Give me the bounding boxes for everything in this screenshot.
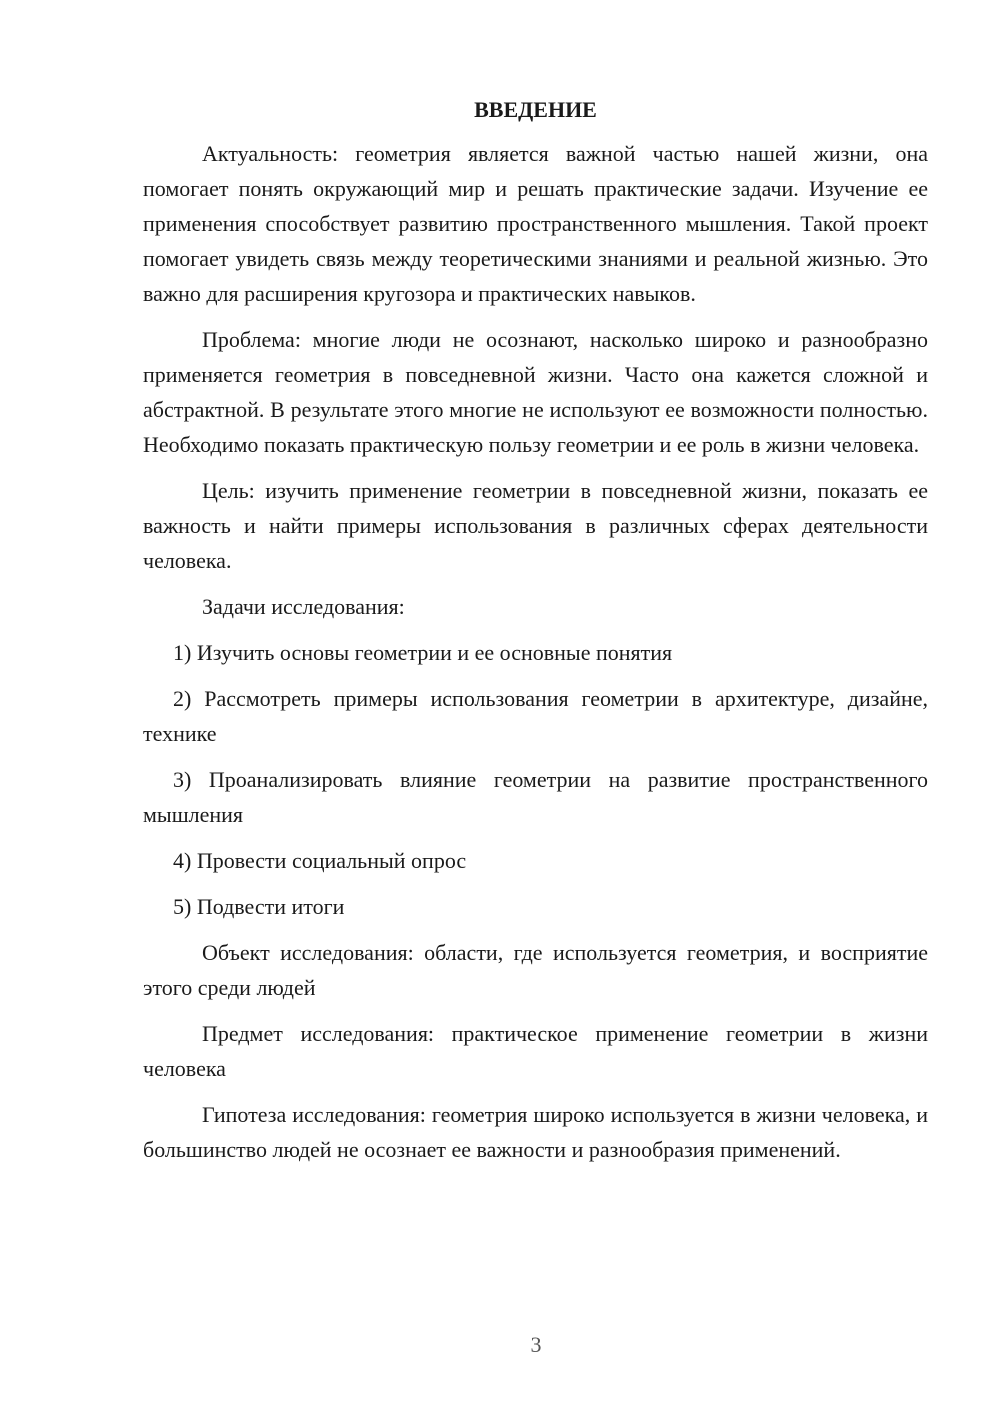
page-number: 3 <box>530 1332 542 1357</box>
task-item-1: 1) Изучить основы геометрии и ее основные понятия <box>173 640 673 665</box>
relevance-paragraph: Актуальность: геометрия является важной частью нашей жизни, она помогает понять окружающий мир и решать практические задачи. Изучение ее применения способствует развитию пространственного мышления. Такой проект помогает увидеть связь между теоретическими знаниями и реальной жизнью. Это важно для расширения кругозора и практических навыков. <box>143 141 928 306</box>
section-title: ВВЕДЕНИЕ <box>474 97 597 122</box>
task-item-4: 4) Провести социальный опрос <box>173 848 467 873</box>
tasks-heading: Задачи исследования: <box>202 594 405 619</box>
object-paragraph: Объект исследования: области, где используется геометрия, и восприятие этого среди людей <box>143 940 928 1000</box>
task-item-3: 3) Проанализировать влияние геометрии на развитие пространственного мышления <box>143 767 928 827</box>
problem-paragraph: Проблема: многие люди не осознают, насколько широко и разнообразно применяется геометрия в повседневной жизни. Часто она кажется сложной и абстрактной. В результате этого многие не используют ее возможности полностью. Необходимо показать практическую пользу геометрии и ее роль в жизни человека. <box>143 327 928 457</box>
goal-paragraph: Цель: изучить применение геометрии в повседневной жизни, показать ее важность и найти примеры использования в различных сферах деятельности человека. <box>143 478 928 573</box>
hypothesis-paragraph: Гипотеза исследования: геометрия широко используется в жизни человека, и большинство людей не осознает ее важности и разнообразия применений. <box>143 1102 928 1162</box>
document-page <box>143 92 928 1178</box>
task-item-5: 5) Подвести итоги <box>173 894 345 919</box>
subject-paragraph: Предмет исследования: практическое применение геометрии в жизни человека <box>143 1021 928 1081</box>
task-item-2: 2) Рассмотреть примеры использования геометрии в архитектуре, дизайне, технике <box>143 686 928 746</box>
